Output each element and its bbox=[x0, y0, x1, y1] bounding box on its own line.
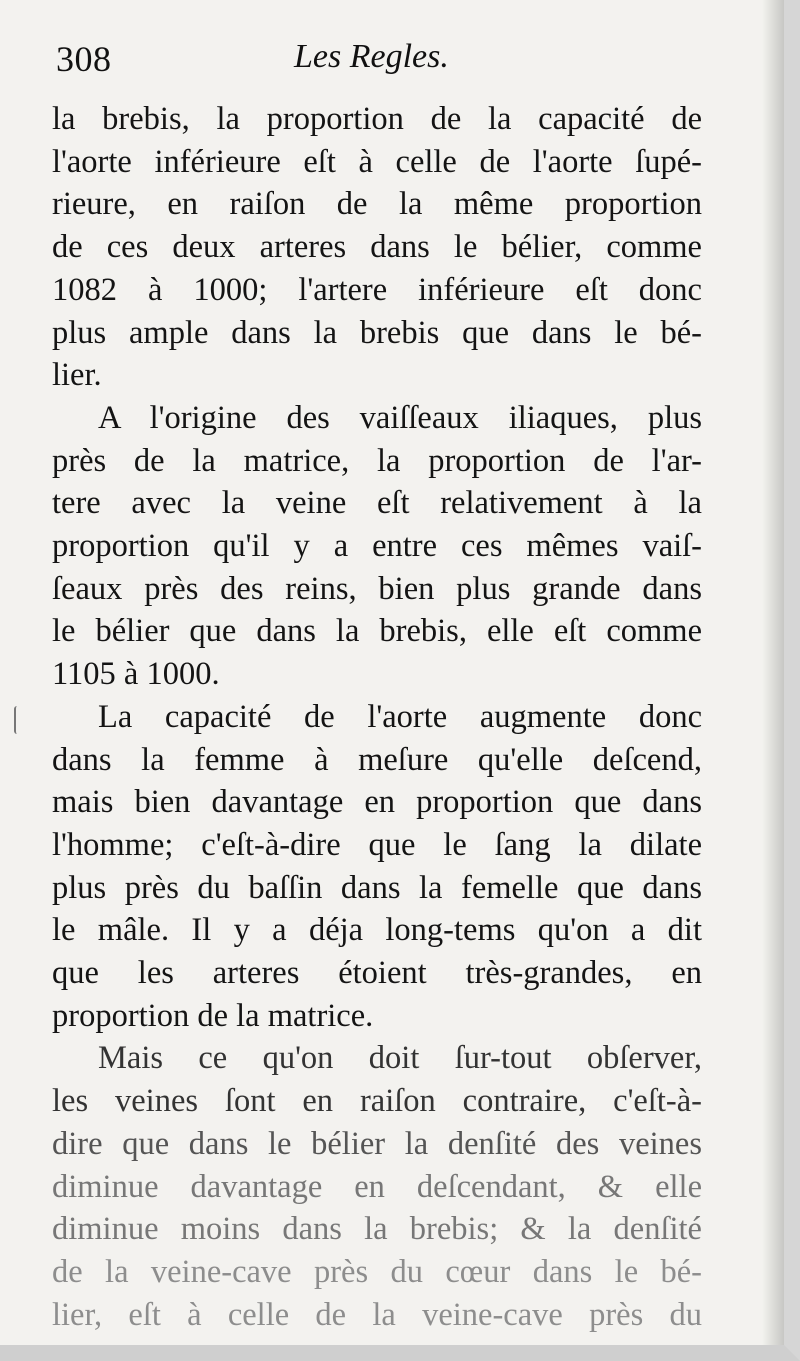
text-line: le mâle. Il y a déja long-tems qu'on a dit bbox=[52, 912, 702, 949]
text-line: l'homme; c'eſt-à-dire que le ſang la dilate bbox=[52, 826, 702, 863]
text-line: proportion qu'il y a entre ces mêmes vaiſ- bbox=[52, 528, 702, 565]
text-line: dire que dans le bélier la denſité des veines bbox=[52, 1125, 702, 1162]
text-line: le bélier que dans la brebis, elle eſt comme bbox=[52, 613, 702, 650]
text-line: de la veine-cave près du cœur dans le bé- bbox=[52, 1253, 702, 1290]
text-line: mais bien davantage en proportion que dans bbox=[52, 784, 702, 821]
page-number: 308 bbox=[56, 39, 112, 79]
body-text bbox=[52, 98, 702, 1336]
text-line: plus ample dans la brebis que dans le bé- bbox=[52, 314, 702, 351]
text-line: lier, eſt à celle de la veine-cave près du bbox=[52, 1296, 702, 1333]
text-line: la brebis, la proportion de la capacité de bbox=[52, 101, 702, 137]
text-line: que les arteres étoient très-grandes, en bbox=[52, 955, 702, 992]
text-line: les veines ſont en raiſon contraire, c'eſt-à- bbox=[52, 1083, 702, 1120]
text-line: proportion de la matrice. bbox=[52, 997, 374, 1034]
text-line: tere avec la veine eſt relativement à la bbox=[52, 485, 702, 522]
page-header bbox=[54, 38, 724, 86]
text-line: 1105 à 1000. bbox=[52, 656, 220, 693]
text-line: de ces deux arteres dans le bélier, comme bbox=[52, 229, 702, 266]
text-line: 1082 à 1000; l'artere inférieure eſt donc bbox=[52, 271, 702, 308]
text-line: l'aorte inférieure eſt à celle de l'aorte ſupé- bbox=[52, 143, 702, 180]
text-line: ſeaux près des reins, bien plus grande dans bbox=[52, 570, 702, 607]
text-line: dans la femme à meſure qu'elle deſcend, bbox=[52, 741, 702, 778]
text-line: diminue moins dans la brebis; & la denſité bbox=[52, 1211, 702, 1248]
paragraph-start-line: La capacité de l'aorte augmente donc bbox=[98, 698, 702, 735]
running-title: Les Regles. bbox=[294, 38, 449, 75]
paragraph-start-line: Mais ce qu'on doit ſur-tout obſerver, bbox=[98, 1040, 702, 1077]
text-line: plus près du baſſin dans la femelle que dans bbox=[52, 869, 702, 906]
text-line: rieure, en raiſon de la même proportion bbox=[52, 186, 702, 223]
text-line: près de la matrice, la proportion de l'ar- bbox=[52, 442, 702, 479]
margin-mark bbox=[14, 706, 20, 734]
paragraph-start-line: A l'origine des vaiſſeaux iliaques, plus bbox=[98, 399, 702, 436]
text-line: lier. bbox=[52, 357, 102, 394]
text-line: diminue davantage en deſcendant, & elle bbox=[52, 1168, 702, 1205]
